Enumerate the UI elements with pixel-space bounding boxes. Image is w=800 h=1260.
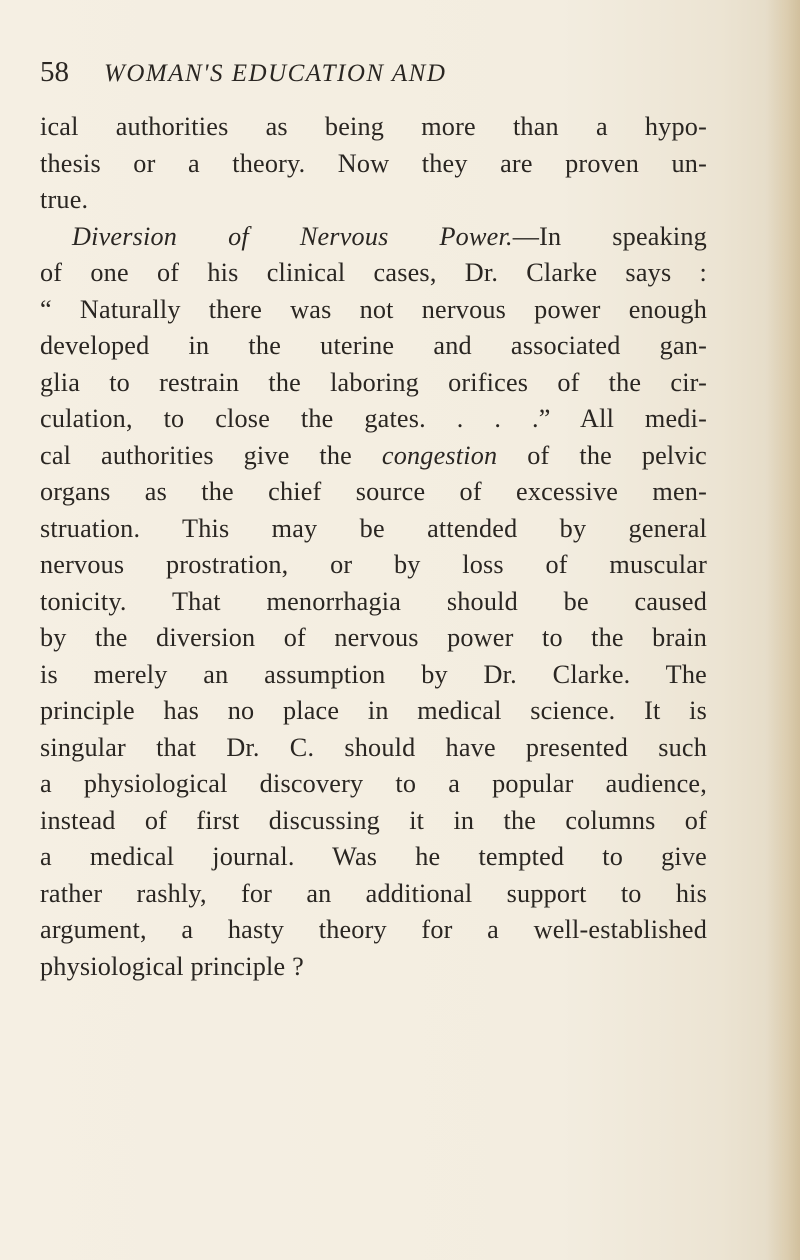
- text-line-3: true.: [40, 185, 89, 214]
- text-line-12: struation. This may be attended by general: [40, 513, 707, 543]
- body-text: [40, 109, 707, 985]
- text-line-4: [40, 219, 707, 256]
- running-head: [40, 56, 680, 96]
- section-heading: Diversion of Nervous Power.: [72, 221, 513, 251]
- emphasis-congestion: congestion: [381, 440, 498, 470]
- text-line-2: thesis or a theory. Now they are proven un-: [40, 148, 707, 178]
- page-edge-shadow: [766, 0, 800, 1260]
- text-line-17: principle has no place in medical science. It is: [40, 696, 707, 725]
- text-line-19: a physiological discovery to a popular audience,: [40, 769, 707, 798]
- text-line-16: is merely an assumption by Dr. Clarke. The: [40, 659, 707, 689]
- text-line-22: rather rashly, for an additional support to his: [40, 878, 707, 908]
- text-line-21: a medical journal. Was he tempted to give: [40, 842, 707, 871]
- text-line-23: argument, a hasty theory for a well-established: [40, 915, 707, 944]
- running-title: WOMAN'S EDUCATION AND: [104, 60, 447, 87]
- text-line-10-after: of the pelvic: [497, 440, 708, 470]
- text-line-11: organs as the chief source of excessive men-: [40, 477, 707, 506]
- text-line-18: singular that Dr. C. should have presented such: [40, 732, 707, 762]
- text-line-7: developed in the uterine and associated gan-: [40, 331, 707, 360]
- text-line-15: by the diversion of nervous power to the brain: [40, 623, 707, 652]
- text-line-9: culation, to close the gates. . . .” All medi-: [40, 404, 707, 433]
- text-line-6: “ Naturally there was not nervous power enough: [40, 294, 707, 324]
- text-line-5: of one of his clinical cases, Dr. Clarke says :: [40, 258, 707, 287]
- text-line-14: tonicity. That menorrhagia should be caused: [40, 586, 707, 616]
- text-line-10-before: cal authorities give the: [40, 440, 382, 470]
- text-line-20: instead of first discussing it in the columns of: [40, 805, 707, 835]
- text-line-13: nervous prostration, or by loss of muscular: [40, 550, 707, 579]
- text-line-10: [40, 438, 707, 475]
- text-line-24: physiological principle ?: [40, 951, 304, 981]
- page-number: 58: [40, 56, 69, 88]
- text-line-8: glia to restrain the laboring orifices of the cir-: [40, 367, 707, 397]
- text-line-1: ical authorities as being more than a hypo-: [40, 112, 707, 141]
- section-heading-continuation: —In speaking: [512, 221, 707, 251]
